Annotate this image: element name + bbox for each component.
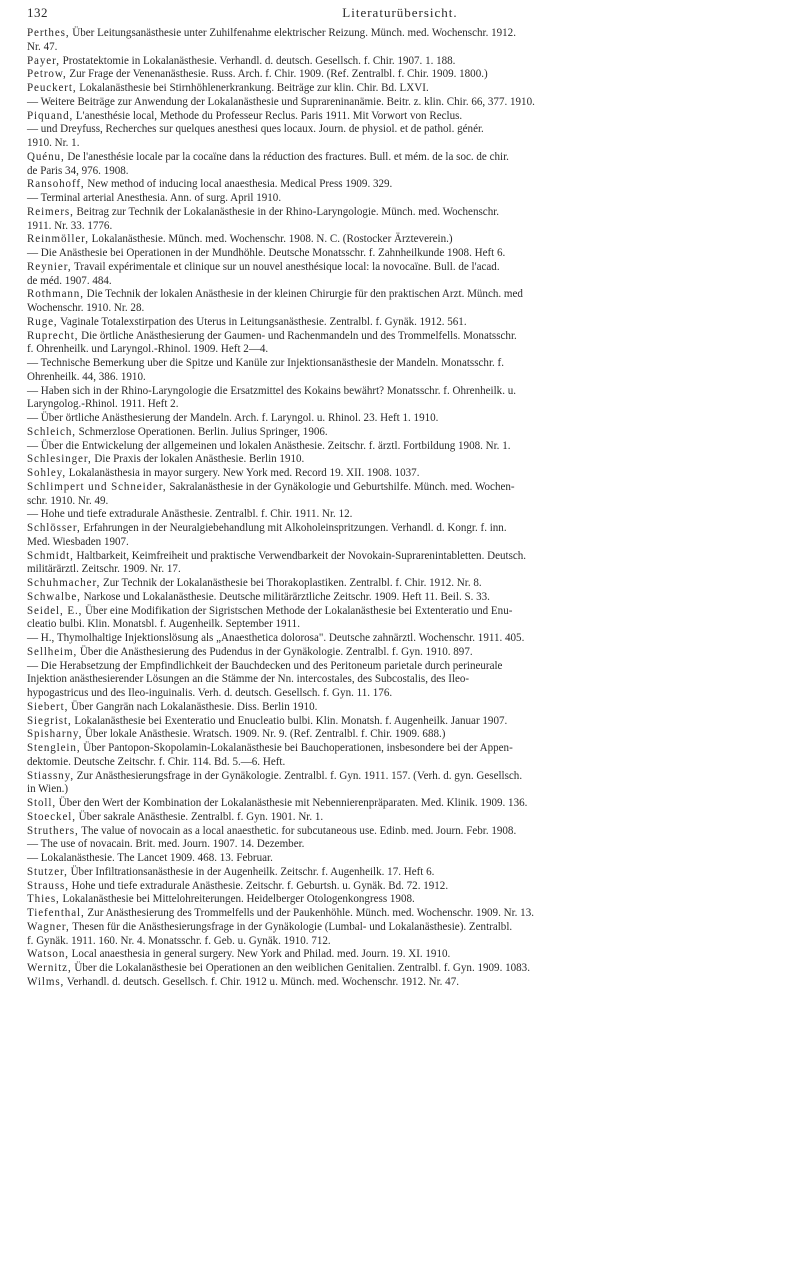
bibliography-entry — [27, 921, 793, 949]
entry-continuation: in Wien.) — [27, 783, 69, 796]
entry-continuation: schr. 1910. Nr. 49. — [27, 494, 109, 507]
bibliography-entry — [27, 453, 793, 467]
entry-text: Über lokale Anästhesie. Wratsch. 1909. Nr. 9. (Ref. Zentralbl. f. Chir. 1909. 688.) — [82, 728, 446, 741]
author-name: Sellheim, — [27, 645, 78, 658]
page-number: 132 — [27, 5, 48, 20]
entry-text: — Haben sich in der Rhino-Laryngologie die Ersatzmittel des Kokains bewährt? Monatsschr. f. Ohrenheilk. u. — [27, 384, 517, 397]
entry-text: New method of inducing local anaesthesia. Medical Press 1909. 329. — [84, 178, 393, 191]
bibliography-entry — [27, 825, 793, 839]
bibliography-entry — [27, 426, 793, 440]
bibliography-entry — [27, 151, 793, 179]
bibliography-entry — [27, 330, 793, 358]
author-name: Reimers, — [27, 205, 74, 218]
entry-text: Zur Technik der Lokalanästhesie bei Thorakoplastiken. Zentralbl. f. Chir. 1912. Nr. 8. — [100, 577, 482, 589]
entry-text: Beitrag zur Technik der Lokalanästhesie in der Rhino-Laryngologie. Münch. med. Wochenschr. — [73, 205, 500, 218]
entry-text: Lokalanästhesie. Münch. med. Wochenschr. 1908. N. C. (Rostocker Ärzteverein.) — [88, 233, 453, 246]
bibliography-entry — [27, 948, 793, 962]
author-name: Stenglein, — [27, 742, 81, 754]
bibliography-entry — [27, 55, 793, 69]
entry-continuation: Injektion anästhesierender Lösungen an die Stämme der Nn. intercostales, des Subcostalis, des Ileo- — [27, 673, 470, 686]
bibliography-entry — [27, 591, 793, 605]
entry-continuation: 1910. Nr. 1. — [27, 137, 80, 149]
author-name: Wilms, — [27, 975, 65, 988]
entry-continuation: Laryngolog.-Rhinol. 1911. Heft 2. — [27, 398, 179, 411]
bibliography-entry — [27, 247, 793, 261]
author-name: Tiefenthal, — [27, 907, 85, 919]
bibliography-entry — [27, 742, 793, 770]
bibliography-entry — [27, 481, 793, 509]
bibliography-list — [27, 27, 793, 990]
author-name: Struthers, — [27, 824, 79, 837]
author-name: Schlesinger, — [27, 453, 92, 466]
author-name: Spisharny, — [27, 728, 83, 741]
entry-text: Zur Anästhesierung des Trommelfells und der Paukenhöhle. Münch. med. Wochenschr. 1909. Nr. 13. — [84, 907, 534, 919]
bibliography-entry — [27, 605, 793, 633]
entry-text: Über den Wert der Kombination der Lokalanästhesie mit Nebennierenpräparaten. Med. Klinik. 1909. 136. — [56, 797, 528, 809]
bibliography-entry — [27, 893, 793, 907]
author-name: Schuhmacher, — [27, 577, 101, 589]
entry-continuation: Med. Wiesbaden 1907. — [27, 535, 129, 548]
entry-text: — Weitere Beiträge zur Anwendung der Lokalanästhesie und Suprareninanämie. Beitr. z. klin. Chir. 66, 377. 1910. — [27, 95, 535, 108]
bibliography-entry — [27, 192, 793, 206]
author-name: Schleich, — [27, 425, 76, 438]
author-name: Ruprecht, — [27, 329, 79, 342]
entry-text: Erfahrungen in der Neuralgiebehandlung mit Alkoholeinspritzungen. Verhandl. d. Kongr. f. inn. — [80, 522, 507, 534]
author-name: Rothmann, — [27, 288, 84, 301]
entry-text: — Technische Bemerkung uber die Spitze und Kanüle zur Injektionsanästhesie der Mandeln. Monatsschr. f. — [27, 357, 504, 369]
entry-text: Über sakrale Anästhesie. Zentralbl. f. Gyn. 1901. Nr. 1. — [75, 810, 324, 823]
entry-text: — und Dreyfuss, Recherches sur quelques anesthesi ques locaux. Journ. de physiol. et de pathol. génér. — [27, 123, 484, 136]
entry-text: The value of novocain as a local anaesthetic. for subcutaneous use. Edinb. med. Journ. Febr. 1908. — [78, 824, 517, 837]
bibliography-entry — [27, 233, 793, 247]
entry-text: Zur Anästhesierungsfrage in der Gynäkologie. Zentralbl. f. Gyn. 1911. 157. (Verh. d. gyn. Gesellsch. — [73, 769, 523, 782]
author-name: Payer, — [27, 54, 60, 67]
entry-continuation: cleatio bulbi. Klin. Monatsbl. f. Augenheilk. September 1911. — [27, 618, 300, 631]
author-name: Thies, — [27, 893, 60, 906]
entry-text: — Hohe und tiefe extradurale Anästhesie. Zentralbl. f. Chir. 1911. Nr. 12. — [27, 508, 353, 521]
author-name: Strauss, — [27, 879, 69, 892]
bibliography-entry — [27, 206, 793, 234]
bibliography-entry — [27, 27, 793, 55]
entry-text: Haltbarkeit, Keimfreiheit und praktische Verwendbarkeit der Novokain-Suprarenintabletten. Deutsch. — [73, 549, 527, 562]
bibliography-entry — [27, 728, 793, 742]
author-name: Siebert, — [27, 700, 69, 713]
entry-text: Über die Lokalanästhesie bei Operationen an den weiblichen Genitalien. Zentralbl. f. Gyn. 1909. 1083. — [71, 962, 530, 974]
entry-text: Lokalanästhesie bei Exenteratio und Enucleatio bulbi. Klin. Monatsh. f. Augenheilk. Januar 1907. — [71, 714, 508, 727]
bibliography-entry — [27, 261, 793, 289]
bibliography-entry — [27, 811, 793, 825]
entry-text: — Terminal arterial Anesthesia. Ann. of surg. April 1910. — [27, 192, 282, 204]
author-name: Stutzer, — [27, 865, 68, 878]
entry-text: Hohe und tiefe extradurale Anästhesie. Zeitschr. f. Geburtsh. u. Gynäk. Bd. 72. 1912. — [68, 879, 449, 892]
entry-continuation: Ohrenheilk. 44, 386. 1910. — [27, 370, 146, 383]
author-name: Seidel, E., — [27, 604, 83, 617]
bibliography-entry — [27, 412, 793, 426]
author-name: Piquand, — [27, 109, 74, 122]
bibliography-entry — [27, 467, 793, 481]
entry-continuation: 1911. Nr. 33. 1776. — [27, 219, 113, 232]
entry-text: Die Technik der lokalen Anästhesie in der kleinen Chirurgie für den praktischen Arzt. Münch. med — [83, 288, 523, 301]
bibliography-entry — [27, 646, 793, 660]
bibliography-entry — [27, 96, 793, 110]
entry-text: Lokalanästhesia in mayor surgery. New York med. Record 19. XII. 1908. 1037. — [66, 467, 420, 479]
entry-continuation: Nr. 47. — [27, 40, 58, 53]
author-name: Petrow, — [27, 68, 67, 81]
author-name: Stoeckel, — [27, 810, 76, 823]
entry-text: L'anesthésie local, Methode du Professeur Reclus. Paris 1911. Mit Vorwort von Reclus. — [73, 109, 463, 122]
entry-text: Thesen für die Anästhesierungsfrage in der Gynäkologie (Lumbal- und Lokalanästhesie). Zentralbl. — [69, 920, 513, 933]
author-name: Siegrist, — [27, 714, 72, 727]
bibliography-entry — [27, 976, 793, 990]
entry-continuation: f. Gynäk. 1911. 160. Nr. 4. Monatsschr. f. Geb. u. Gynäk. 1910. 712. — [27, 934, 331, 947]
author-name: Ransohoff, — [27, 178, 85, 191]
bibliography-entry — [27, 123, 793, 151]
entry-text: Vaginale Totalexstirpation des Uterus in Leitungsanästhesie. Zentralbl. f. Gynäk. 1912. 561. — [57, 315, 467, 328]
entry-text: — Die Herabsetzung der Empfindlichkeit der Bauchdecken und des Peritoneum parietale durch perineurale — [27, 659, 503, 672]
author-name: Schmidt, — [27, 549, 74, 562]
entry-text: Schmerzlose Operationen. Berlin. Julius Springer, 1906. — [75, 425, 328, 438]
bibliography-entry — [27, 907, 793, 921]
author-name: Stiassny, — [27, 769, 74, 782]
bibliography-entry — [27, 577, 793, 591]
entry-text: Über Infiltrationsanästhesie in der Augenheilk. Zeitschr. f. Augenheilk. 17. Heft 6. — [67, 865, 435, 878]
author-name: Schwalbe, — [27, 590, 81, 603]
entry-text: Sakralanästhesie in der Gynäkologie und Geburtshilfe. Münch. med. Wochen- — [166, 480, 515, 493]
bibliography-entry — [27, 715, 793, 729]
bibliography-entry — [27, 357, 793, 385]
entry-text: Prostatektomie in Lokalanästhesie. Verhandl. d. deutsch. Gesellsch. f. Chir. 1907. 1. 188. — [59, 54, 456, 67]
entry-continuation: de Paris 34, 976. 1908. — [27, 164, 129, 177]
bibliography-entry — [27, 288, 793, 316]
entry-text: — Über die Entwickelung der allgemeinen und lokalen Anästhesie. Zeitschr. f. ärztl. Fortbildung 1908. Nr. 1. — [27, 439, 511, 452]
entry-text: Die örtliche Anästhesierung der Gaumen- und Rachenmandeln und des Trommelfells. Monatsschr. — [78, 329, 517, 342]
author-name: Wagner, — [27, 920, 70, 933]
author-name: Quénu, — [27, 150, 65, 163]
entry-text: Über Leitungsanästhesie unter Zuhilfenahme elektrischer Reizung. Münch. med. Wochenschr. 1912. — [69, 27, 516, 39]
bibliography-entry — [27, 797, 793, 811]
author-name: Peuckert, — [27, 82, 77, 94]
entry-text: — Die Anästhesie bei Operationen in der Mundhöhle. Deutsche Monatsschr. f. Zahnheilkunde 1908. Heft 6. — [27, 247, 506, 259]
entry-text: Travail expérimentale et clinique sur un nouvel anesthésique local: la novocaïne. Bull. de l'acad. — [71, 260, 500, 273]
entry-text: — Über örtliche Anästhesierung der Mandeln. Arch. f. Laryngol. u. Rhinol. 23. Heft 1. 1910. — [27, 412, 439, 424]
entry-text: Lokalanästhesie bei Stirnhöhlenerkrankung. Beiträge zur klin. Chir. Bd. LXVI. — [76, 82, 429, 94]
bibliography-entry — [27, 440, 793, 454]
entry-text: — H., Thymolhaltige Injektionslösung als „Anaesthetica dolorosa". Deutsche zahnärztl. Wochenschr. 1911. 405. — [27, 632, 525, 644]
running-title: Literaturübersicht. — [342, 5, 458, 20]
entry-text: Verhandl. d. deutsch. Gesellsch. f. Chir. 1912 u. Münch. med. Wochenschr. 1912. Nr. 47. — [64, 975, 459, 988]
author-name: Schlösser, — [27, 522, 81, 534]
bibliography-entry — [27, 110, 793, 124]
entry-text: Über eine Modifikation der Sigristschen Methode der Lokalanästhesie bei Extenteratio und Enu- — [82, 604, 513, 617]
bibliography-entry — [27, 880, 793, 894]
page-header — [0, 3, 800, 25]
entry-text: Über Pantopon-Skopolamin-Lokalanästhesie bei Bauchoperationen, insbesondere bei der Appen- — [80, 742, 513, 754]
entry-text: Narkose und Lokalanästhesie. Deutsche militärärztliche Zeitschr. 1909. Heft 11. Beil. S. 33. — [80, 590, 490, 603]
author-name: Wernitz, — [27, 962, 72, 974]
author-name: Perthes, — [27, 27, 70, 39]
author-name: Ruge, — [27, 315, 58, 328]
entry-continuation: dektomie. Deutsche Zeitschr. f. Chir. 114. Bd. 5.—6. Heft. — [27, 755, 286, 768]
entry-continuation: de méd. 1907. 484. — [27, 274, 112, 287]
bibliography-entry — [27, 852, 793, 866]
entry-text: Local anaesthesia in general surgery. New York and Philad. med. Journ. 19. XI. 1910. — [68, 948, 451, 961]
author-name: Reynier, — [27, 260, 72, 273]
bibliography-entry — [27, 508, 793, 522]
author-name: Watson, — [27, 948, 69, 961]
author-name: Stoll, — [27, 797, 57, 809]
entry-continuation: f. Ohrenheilk. und Laryngol.-Rhinol. 1909. Heft 2—4. — [27, 343, 269, 356]
author-name: Reinmöller, — [27, 233, 89, 246]
author-name: Sohley, — [27, 467, 67, 479]
bibliography-entry — [27, 838, 793, 852]
bibliography-entry — [27, 178, 793, 192]
bibliography-entry — [27, 522, 793, 550]
bibliography-entry — [27, 550, 793, 578]
bibliography-entry — [27, 770, 793, 798]
entry-continuation: militärärztl. Zeitschr. 1909. Nr. 17. — [27, 563, 181, 576]
entry-text: Die Praxis der lokalen Anästhesie. Berlin 1910. — [91, 453, 305, 466]
author-name: Schlimpert und Schneider, — [27, 480, 167, 493]
bibliography-entry — [27, 866, 793, 880]
entry-text: — The use of novacain. Brit. med. Journ. 1907. 14. Dezember. — [27, 838, 305, 851]
entry-text: Zur Frage der Venenanästhesie. Russ. Arch. f. Chir. 1909. (Ref. Zentralbl. f. Chir. 1909. 1800.) — [66, 68, 488, 81]
entry-text: De l'anesthésie locale par la cocaïne dans la réduction des fractures. Bull. et mém. de la soc. de chir. — [64, 150, 509, 163]
bibliography-entry — [27, 701, 793, 715]
entry-continuation: hypogastricus und des Ileo-inguinalis. Verh. d. deutsch. Gesellsch. f. Gyn. 11. 176. — [27, 687, 393, 699]
entry-text: — Lokalanästhesie. The Lancet 1909. 468. 13. Februar. — [27, 852, 273, 864]
entry-continuation: Wochenschr. 1910. Nr. 28. — [27, 302, 145, 314]
entry-text: Über Gangrän nach Lokalanästhesie. Diss. Berlin 1910. — [68, 700, 318, 713]
bibliography-entry — [27, 660, 793, 701]
bibliography-entry — [27, 962, 793, 976]
bibliography-entry — [27, 385, 793, 413]
bibliography-entry — [27, 82, 793, 96]
entry-text: Über die Anästhesierung des Pudendus in der Gynäkologie. Zentralbl. f. Gyn. 1910. 897. — [77, 645, 473, 658]
bibliography-entry — [27, 316, 793, 330]
bibliography-entry — [27, 68, 793, 82]
entry-text: Lokalanästhesie bei Mittelohreiterungen. Heidelberger Otologenkongress 1908. — [59, 893, 415, 906]
bibliography-entry — [27, 632, 793, 646]
